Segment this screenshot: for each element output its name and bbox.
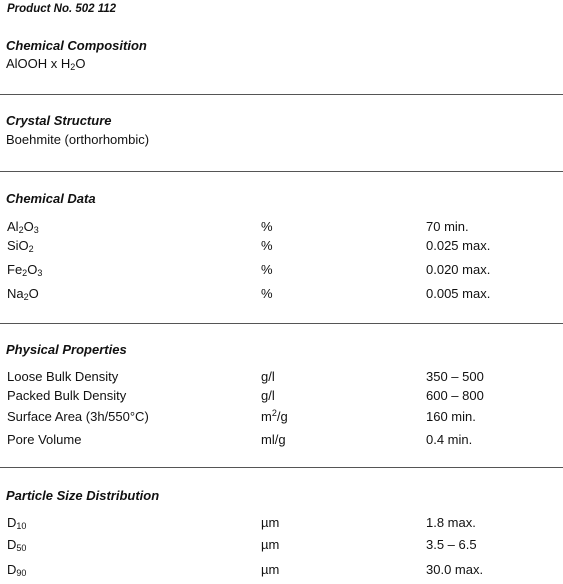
- text-part: Na: [7, 286, 24, 301]
- table-row: [0, 432, 563, 450]
- composition-heading: Chemical Composition: [6, 38, 147, 53]
- property-value: 600 – 800: [426, 388, 484, 403]
- property-value: 1.8 max.: [426, 515, 476, 530]
- text-part: D: [7, 537, 17, 552]
- table-row: [0, 562, 563, 580]
- property-unit: %: [261, 238, 273, 253]
- physical-properties-heading: Physical Properties: [6, 342, 127, 357]
- property-value: 0.025 max.: [426, 238, 491, 253]
- property-name: [7, 286, 39, 301]
- property-name: [7, 562, 26, 577]
- property-name: Surface Area (3h/550°C): [7, 409, 149, 424]
- subscript: 2: [23, 292, 29, 302]
- property-name: [7, 515, 26, 530]
- table-row: [0, 262, 563, 280]
- subscript: 10: [16, 521, 27, 531]
- superscript: 2: [271, 408, 277, 418]
- table-row: [0, 515, 563, 533]
- subscript: 2: [28, 244, 34, 254]
- text-part: /g: [276, 409, 288, 424]
- formula-sub: 2: [70, 62, 76, 72]
- property-name: [7, 238, 34, 253]
- text-part: O: [28, 286, 39, 301]
- crystal-heading: Crystal Structure: [6, 113, 112, 128]
- subscript: 2: [22, 268, 28, 278]
- property-name: Loose Bulk Density: [7, 369, 119, 384]
- text-part: m: [261, 409, 272, 424]
- product-number: Product No. 502 112: [7, 3, 117, 15]
- property-unit: µm: [261, 562, 280, 577]
- property-name: [7, 219, 39, 234]
- property-value: 350 – 500: [426, 369, 484, 384]
- composition-formula: [6, 56, 85, 71]
- text-part: Al: [7, 219, 19, 234]
- table-row: [0, 286, 563, 304]
- table-row: [0, 238, 563, 256]
- subscript: 3: [33, 225, 39, 235]
- subscript: 50: [16, 543, 27, 553]
- subscript: 90: [16, 568, 27, 578]
- property-value: 0.020 max.: [426, 262, 491, 277]
- property-value: 30.0 max.: [426, 562, 484, 577]
- property-unit: %: [261, 219, 273, 234]
- property-value: 160 min.: [426, 409, 476, 424]
- property-unit: g/l: [261, 388, 275, 403]
- formula-post: O: [75, 56, 86, 71]
- text-part: SiO: [7, 238, 29, 253]
- property-unit: µm: [261, 515, 280, 530]
- property-value: 0.4 min.: [426, 432, 473, 447]
- property-name: Pore Volume: [7, 432, 82, 447]
- divider-1: [0, 94, 563, 95]
- property-unit: [261, 409, 288, 424]
- particle-size-heading: Particle Size Distribution: [6, 488, 160, 503]
- divider-3: [0, 323, 563, 324]
- formula-pre: AlOOH x H: [6, 56, 71, 71]
- subscript: 2: [18, 225, 24, 235]
- text-part: D: [7, 515, 17, 530]
- property-unit: %: [261, 262, 273, 277]
- text-part: D: [7, 562, 17, 577]
- crystal-value: Boehmite (orthorhombic): [6, 132, 150, 147]
- property-name: [7, 537, 26, 552]
- subscript: 3: [37, 268, 43, 278]
- property-unit: %: [261, 286, 273, 301]
- property-value: 70 min.: [426, 219, 469, 234]
- chemical-data-heading: Chemical Data: [6, 191, 96, 206]
- property-value: 0.005 max.: [426, 286, 491, 301]
- table-row: [0, 537, 563, 555]
- text-part: Fe: [7, 262, 23, 277]
- table-row: [0, 388, 563, 406]
- table-row: [0, 409, 563, 427]
- property-unit: ml/g: [261, 432, 286, 447]
- property-name: Packed Bulk Density: [7, 388, 127, 403]
- divider-2: [0, 171, 563, 172]
- table-row: [0, 219, 563, 237]
- text-part: O: [23, 219, 34, 234]
- property-value: 3.5 – 6.5: [426, 537, 477, 552]
- property-unit: g/l: [261, 369, 275, 384]
- property-unit: µm: [261, 537, 280, 552]
- divider-4: [0, 467, 563, 468]
- text-part: O: [27, 262, 38, 277]
- table-row: [0, 369, 563, 387]
- property-name: [7, 262, 42, 277]
